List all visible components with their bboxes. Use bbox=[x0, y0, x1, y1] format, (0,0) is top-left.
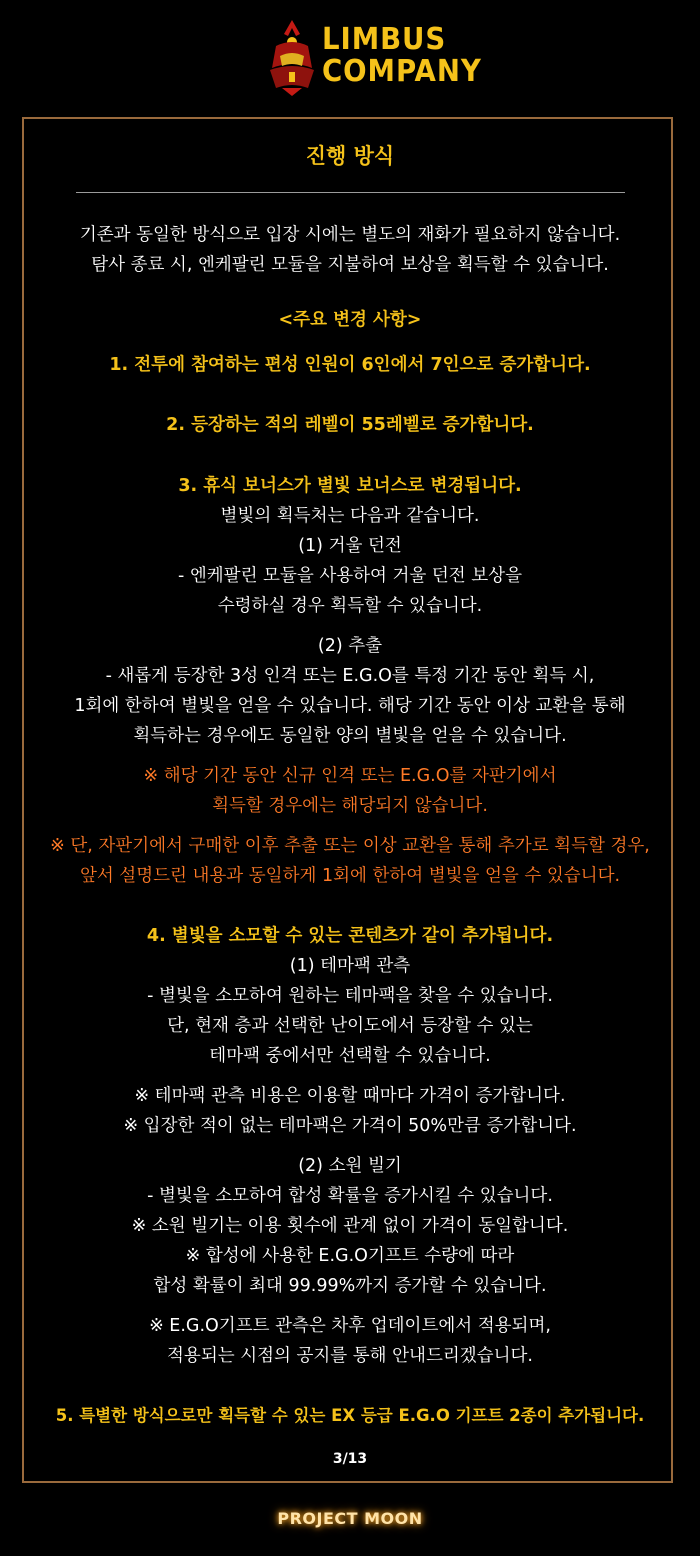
item-3-text: 별빛의 획득처는 다음과 같습니다. bbox=[220, 506, 480, 526]
logo-line-1: LIMBUS bbox=[322, 22, 447, 57]
item-4-text: - 별빛을 소모하여 원하는 테마팩을 찾을 수 있습니다. bbox=[147, 986, 553, 1006]
item-3-text: (2) 추출 bbox=[317, 636, 383, 656]
change-item-4-heading: 4. 별빛을 소모할 수 있는 콘텐츠가 같이 추가됩니다. bbox=[146, 926, 554, 946]
logo-wordmark bbox=[322, 24, 482, 88]
item-4-note: 합성 확률이 최대 99.99%까지 증가할 수 있습니다. bbox=[153, 1276, 547, 1296]
item-3-text: 1회에 한하여 별빛을 얻을 수 있습니다. 해당 기간 동안 이상 교환을 통해 bbox=[74, 696, 626, 716]
item-4-note: ※ 소원 빌기는 이용 횟수에 관계 없이 가격이 동일합니다. bbox=[131, 1216, 569, 1236]
item-4-text: - 별빛을 소모하여 합성 확률을 증가시킬 수 있습니다. bbox=[147, 1186, 553, 1206]
limbus-company-logo bbox=[262, 16, 482, 98]
item-3-note: ※ 해당 기간 동안 신규 인격 또는 E.G.O를 자판기에서 bbox=[143, 766, 557, 786]
item-3-text: 획득하는 경우에도 동일한 양의 별빛을 얻을 수 있습니다. bbox=[133, 726, 567, 746]
item-4-note: ※ 테마팩 관측 비용은 이용할 때마다 가격이 증가합니다. bbox=[134, 1086, 566, 1106]
item-3-note: 획득할 경우에는 해당되지 않습니다. bbox=[212, 796, 488, 816]
item-3-note: ※ 단, 자판기에서 구매한 이후 추출 또는 이상 교환을 통해 추가로 획득할 경우, bbox=[50, 836, 650, 856]
item-3-text: - 엔케팔린 모듈을 사용하여 거울 던전 보상을 bbox=[178, 566, 522, 586]
intro-line: 기존과 동일한 방식으로 입장 시에는 별도의 재화가 필요하지 않습니다. bbox=[79, 225, 621, 245]
title-divider bbox=[76, 192, 625, 193]
item-3-note: 앞서 설명드린 내용과 동일하게 1회에 한하여 별빛을 얻을 수 있습니다. bbox=[79, 866, 621, 886]
emblem-icon bbox=[262, 16, 322, 98]
change-item-3-heading: 3. 휴식 보너스가 별빛 보너스로 변경됩니다. bbox=[178, 476, 522, 496]
change-item-5: 5. 특별한 방식으로만 획득할 수 있는 EX 등급 E.G.O 기프트 2종이 추가됩니다. bbox=[55, 1406, 645, 1425]
changes-header: <주요 변경 사항> bbox=[278, 310, 422, 330]
page-indicator: 3/13 bbox=[332, 1451, 368, 1467]
item-3-text: - 새롭게 등장한 3성 인격 또는 E.G.O를 특정 기간 동안 획득 시, bbox=[105, 666, 595, 686]
item-4-text: (2) 소원 빌기 bbox=[298, 1156, 402, 1176]
item-4-note: ※ E.G.O기프트 관측은 차후 업데이트에서 적용되며, bbox=[149, 1316, 551, 1336]
item-4-text: 단, 현재 층과 선택한 난이도에서 등장할 수 있는 bbox=[167, 1016, 533, 1036]
change-item-1: 1. 전투에 참여하는 편성 인원이 6인에서 7인으로 증가합니다. bbox=[109, 355, 591, 375]
item-3-text: (1) 거울 던전 bbox=[298, 536, 402, 556]
item-4-note: ※ 입장한 적이 없는 테마팩은 가격이 50%만큼 증가합니다. bbox=[123, 1116, 577, 1136]
item-3-text: 수령하실 경우 획득할 수 있습니다. bbox=[217, 596, 483, 616]
item-4-text: 테마팩 중에서만 선택할 수 있습니다. bbox=[209, 1046, 491, 1066]
item-4-note: ※ 합성에 사용한 E.G.O기프트 수량에 따라 bbox=[185, 1246, 515, 1266]
project-moon-logo: PROJECT MOON bbox=[277, 1509, 423, 1528]
intro-line: 탐사 종료 시, 엔케팔린 모듈을 지불하여 보상을 획득할 수 있습니다. bbox=[91, 255, 609, 275]
item-4-text: (1) 테마팩 관측 bbox=[289, 956, 411, 976]
change-item-2: 2. 등장하는 적의 레벨이 55레벨로 증가합니다. bbox=[166, 415, 534, 435]
page-title: 진행 방식 bbox=[305, 144, 395, 168]
logo-line-2: COMPANY bbox=[322, 54, 482, 89]
item-4-note: 적용되는 시점의 공지를 통해 안내드리겠습니다. bbox=[167, 1346, 533, 1366]
